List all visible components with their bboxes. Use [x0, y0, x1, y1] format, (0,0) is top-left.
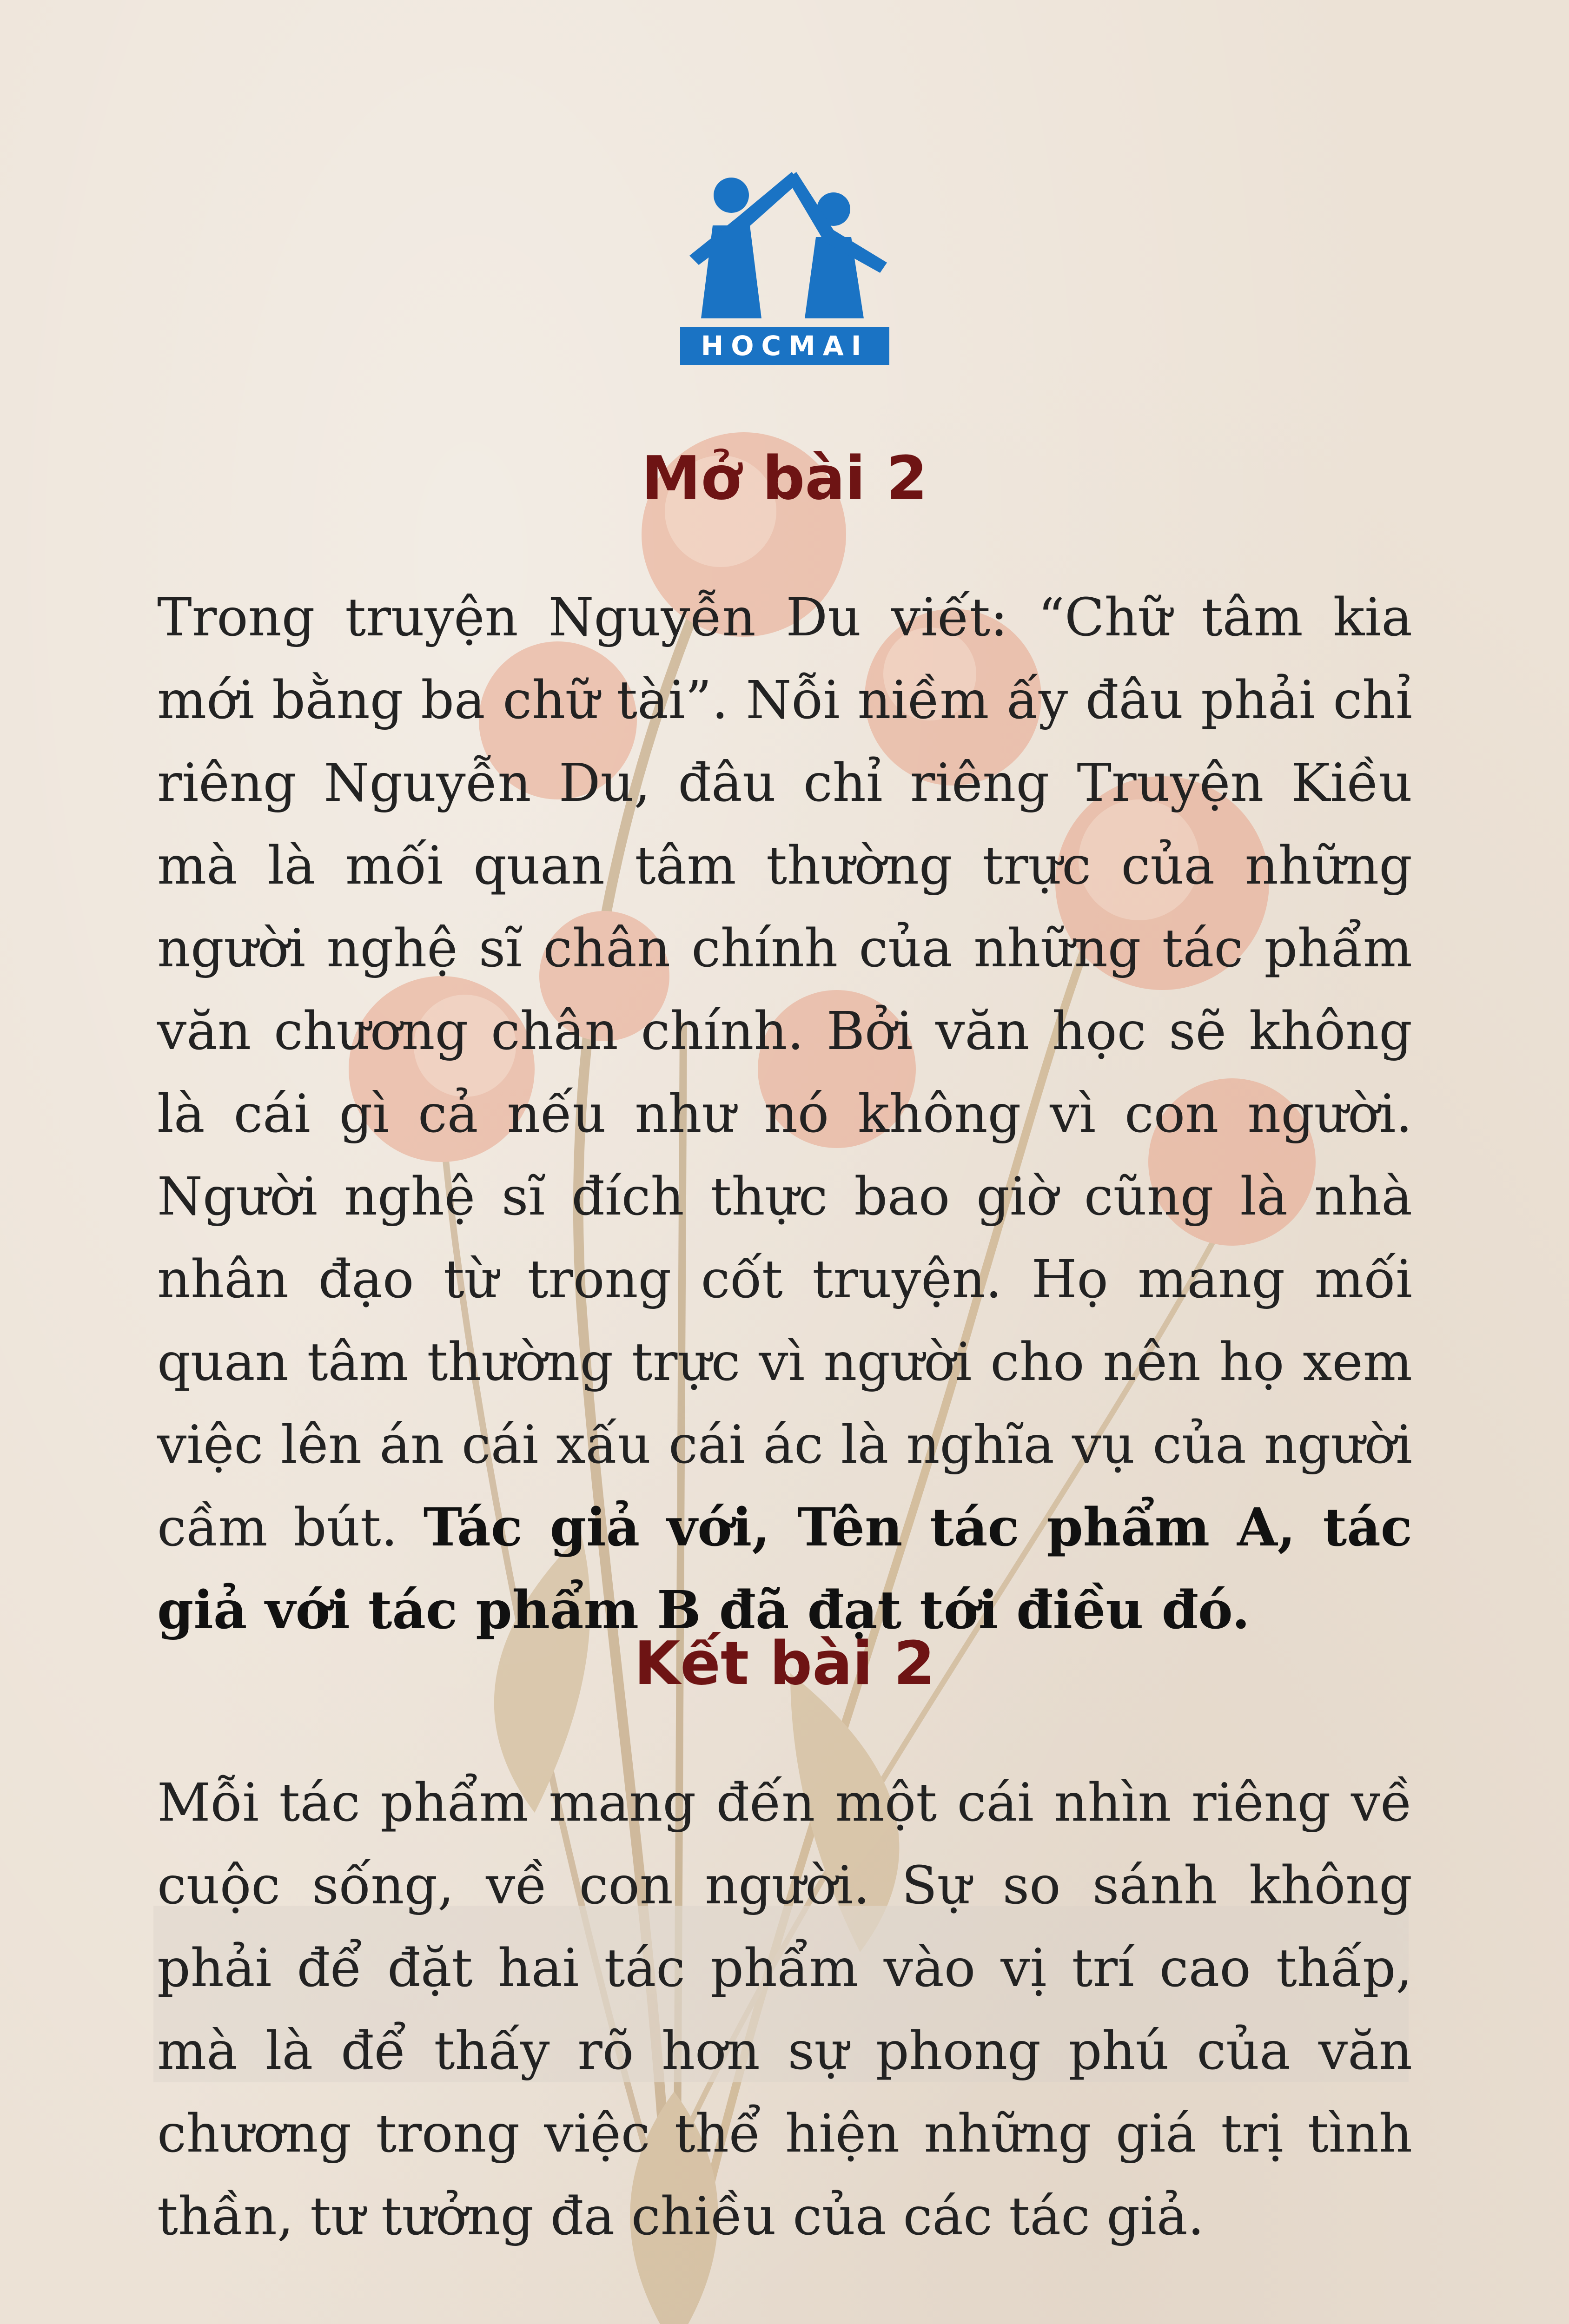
hocmai-figures-icon	[680, 165, 889, 323]
section-paragraph-ket-bai: Mỗi tác phẩm mang đến một cái nhìn riêng về cuộc sống, về con người. Sự so sánh không phải để đặt hai tác phẩm vào vị trí cao thấp, mà là để thấy rõ hơn sự phong phú của văn chương trong việc thể hiện những giá trị tình thần, tư tưởng đa chiều của các tác giả.	[157, 1773, 1412, 2247]
hocmai-logo	[680, 165, 889, 365]
paragraph-bold-text: Tác giả với, Tên tác phẩm A, tác giả với tác phẩm B đã đạt tới điều đó.	[157, 1497, 1412, 1641]
section-heading-mo-bai: Mở bài 2	[641, 444, 928, 513]
hocmai-logo-wordmark: HOCMAI	[680, 327, 889, 365]
paragraph-text: Trong truyện Nguyễn Du viết: “Chữ tâm kia mới bằng ba chữ tài”. Nỗi niềm ấy đâu phải chỉ riêng Nguyễn Du, đâu chỉ riêng Truyện Kiều mà là mối quan tâm thường trực của những người nghệ sĩ chân chính của những tác phẩm văn chương chân chính. Bởi văn học sẽ không là cái gì cả nếu như nó không vì con người. Người nghệ sĩ đích thực bao giờ cũng là nhà nhân đạo từ trong cốt truyện. Họ mang mối quan tâm thường trực vì người cho nên họ xem việc lên án cái xấu cái ác là nghĩa vụ của người cầm bút.	[157, 588, 1412, 1558]
section-paragraph-mo-bai	[157, 576, 1412, 1652]
section-heading-ket-bai: Kết bài 2	[634, 1629, 935, 1698]
